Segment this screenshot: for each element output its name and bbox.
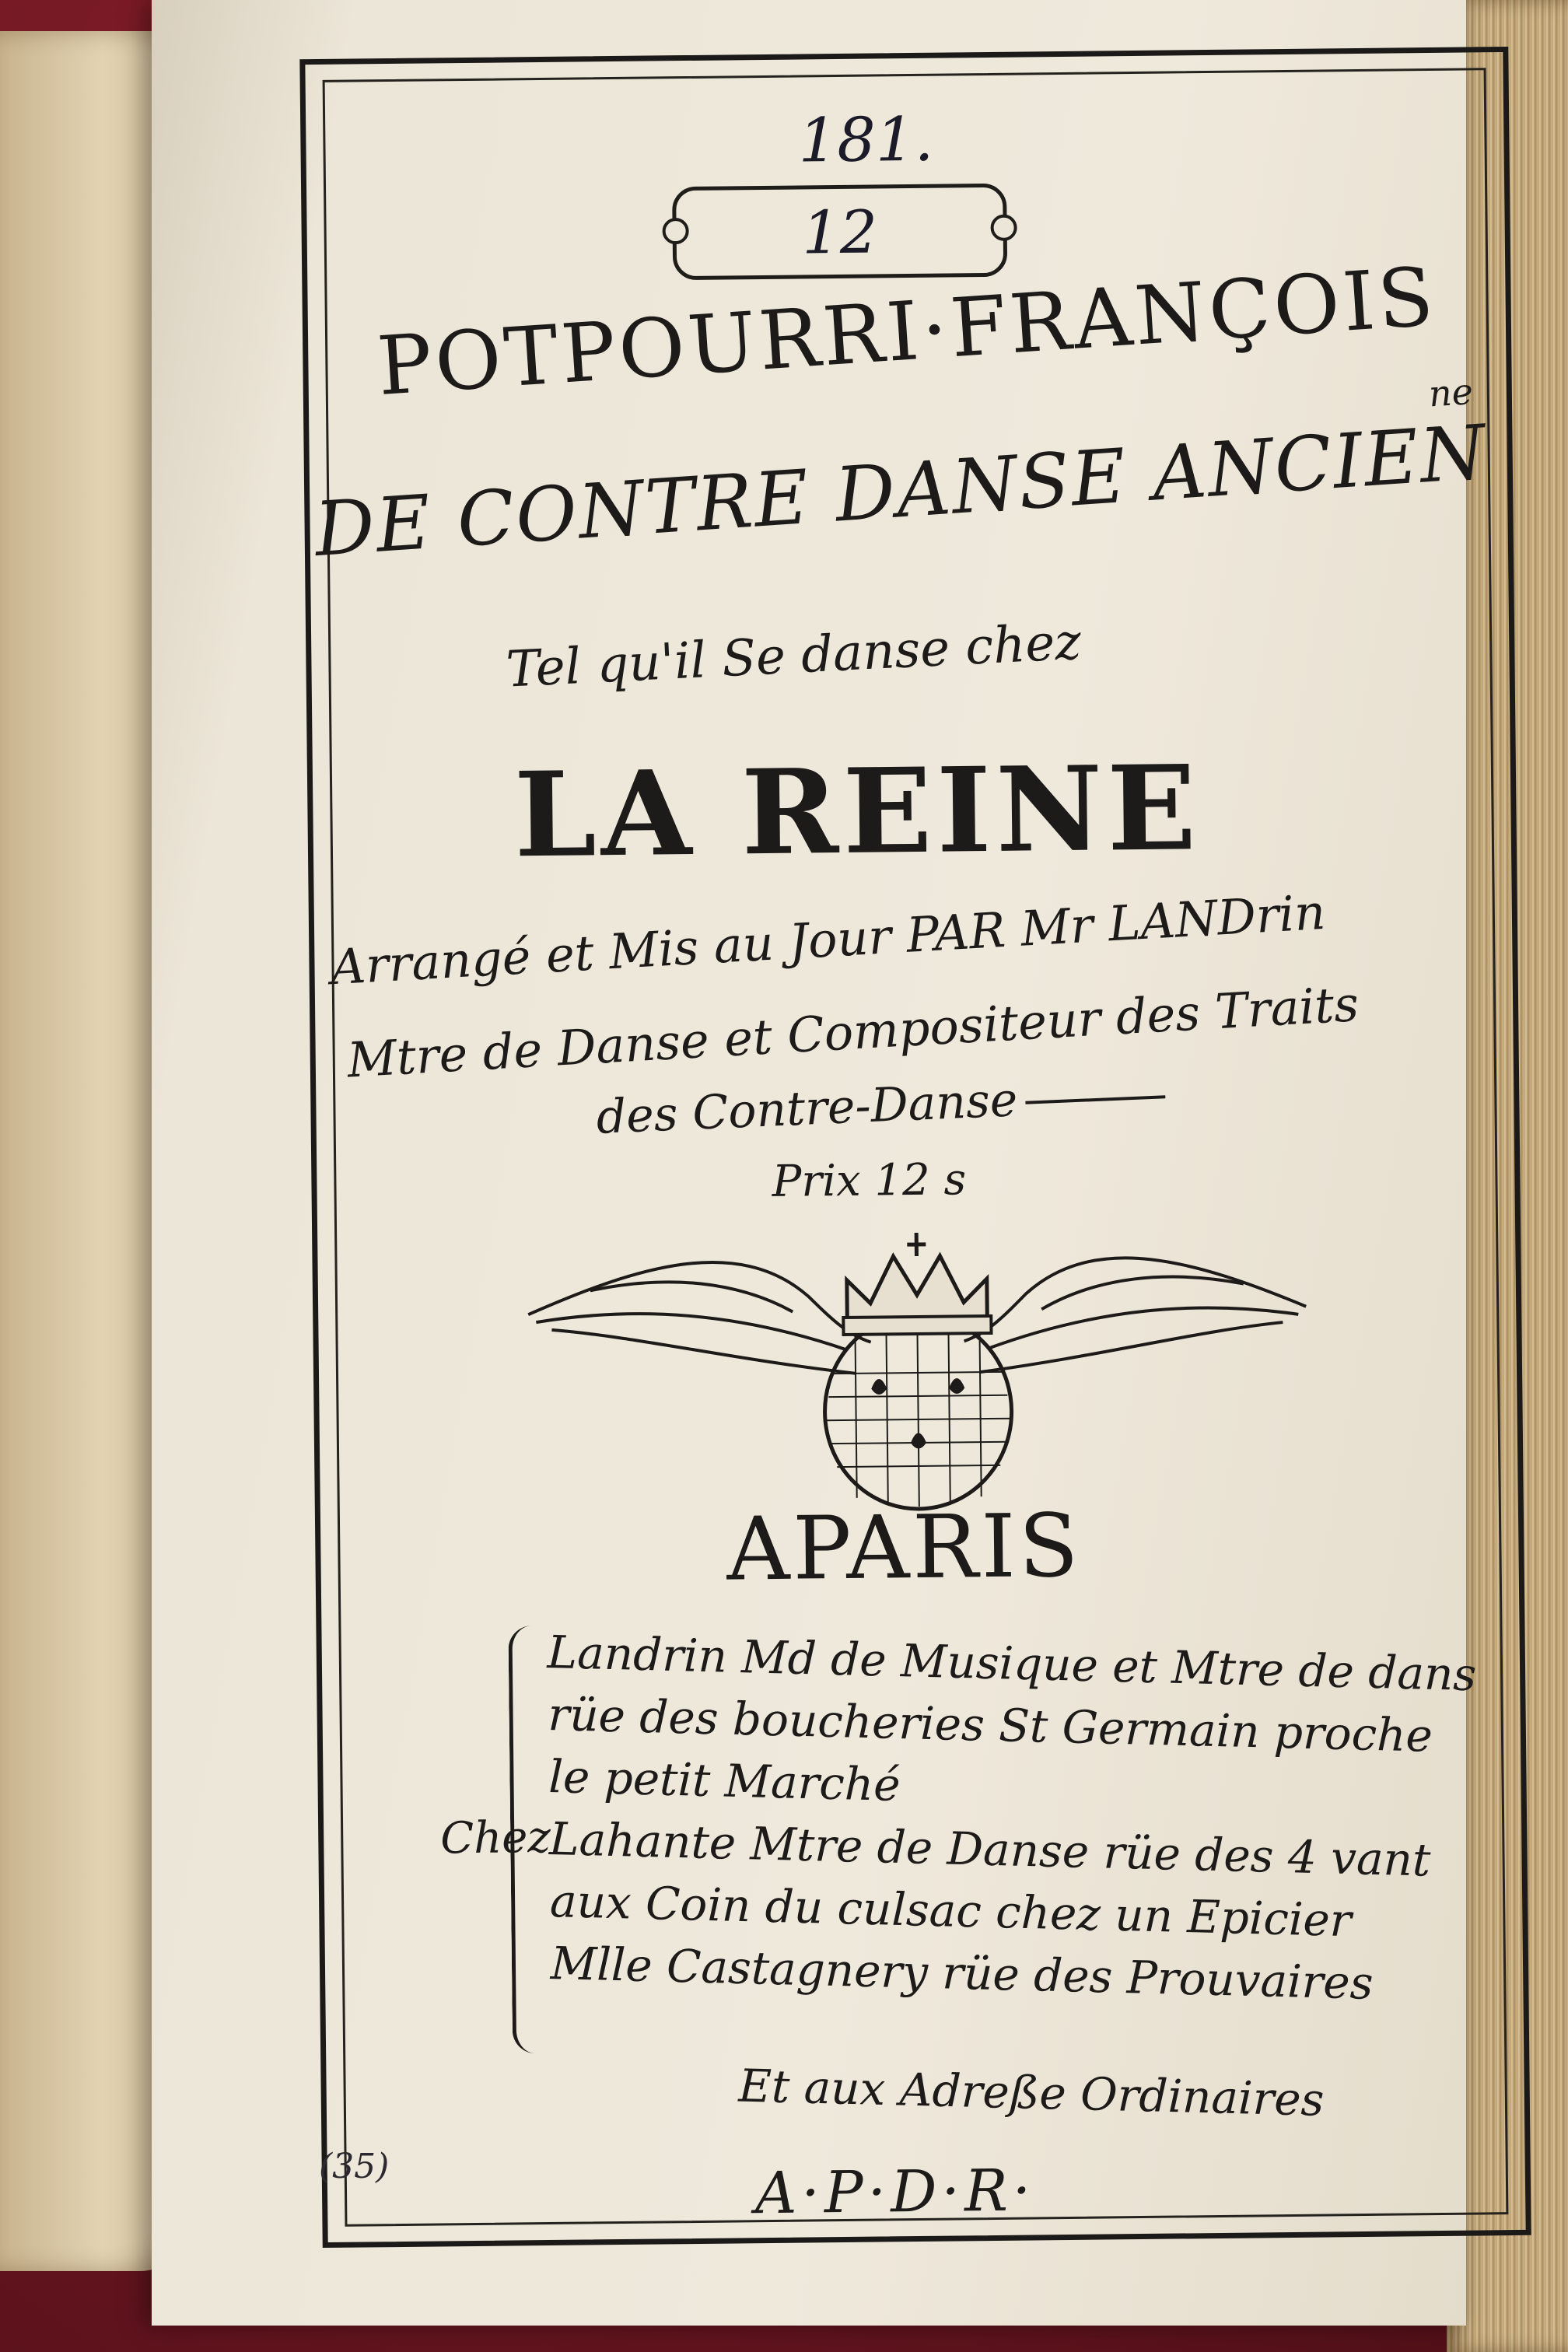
privilege-mark: A·P·D·R· [754,2157,1036,2228]
chez-label: Chez [439,1811,551,1864]
credit-line-3: des Contre-Danse [595,1073,1019,1145]
page-frame [299,47,1531,2248]
address-line: Et aux Adreße Ordinaires [737,2059,1325,2126]
page-content [305,52,1525,2242]
place: APARIS [726,1495,1083,1601]
title-line-1: POTPOURRI·FRANÇOIS [374,248,1440,415]
number-cartouche [672,184,1007,280]
address-line: Landrin Md de Musique et Mtre de dans [546,1626,1477,1702]
address-line: aux Coin du culsac chez un Epicier [549,1874,1353,1948]
address-line: rüe des boucheries St Germain proche [547,1687,1433,1762]
address-block [438,1615,1527,2126]
price: Prix 12 s [772,1154,967,1207]
title-page [152,0,1490,2326]
credit-line-3-row [595,1064,1219,1144]
cartouche-number: 12 [801,196,878,267]
title-line-2: DE CONTRE DANSE ANCIEN [312,408,1490,574]
credit-line-1: Arrangé et Mis au Jour PAR Mr LANDrin [329,883,1327,996]
flourish-line [1025,1096,1165,1105]
subtitle: Tel qu'il Se danse chez [505,613,1083,699]
address-line: le petit Marché [548,1749,901,1812]
winged-crowned-fleur-de-lis-shield-icon [481,1197,1355,1517]
pencil-note: (35) [319,2147,390,2186]
address-line: Lahante Mtre de Danse rüe des 4 vant [548,1811,1432,1887]
handwritten-number: 181. [798,104,934,177]
title-superscript: ne [1427,370,1475,415]
credit-line-2: Mtre de Danse et Compositeur des Traits [345,975,1360,1089]
address-line: Mlle Castagnery rüe des Prouvaires [550,1936,1374,2010]
main-title: LA REINE [513,740,1202,884]
